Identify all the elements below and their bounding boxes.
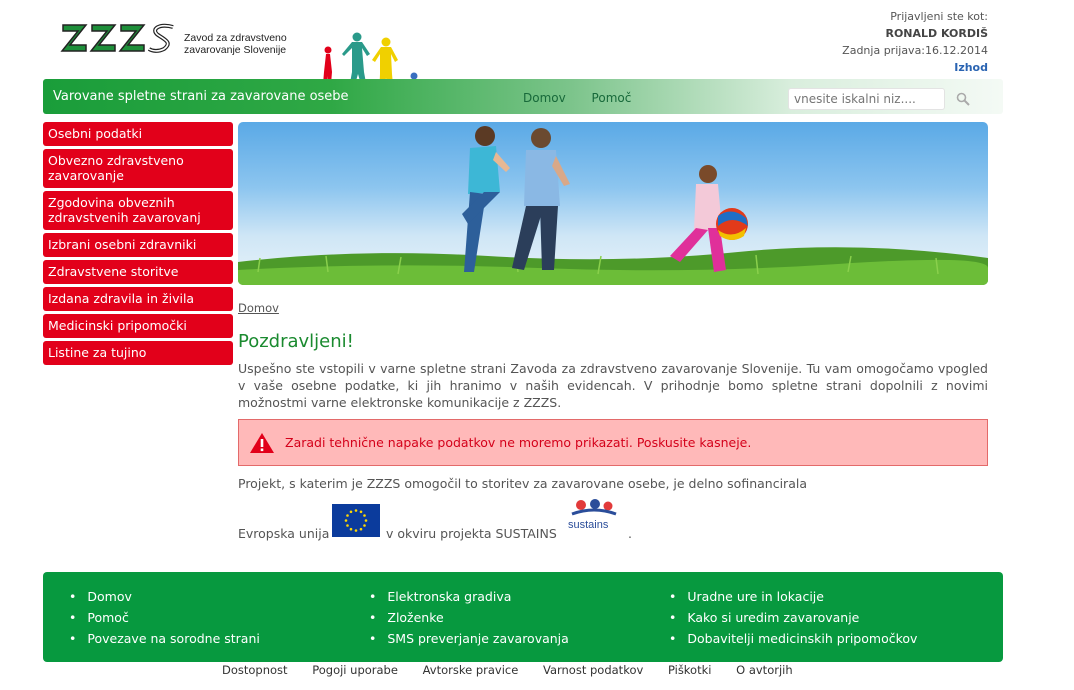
end-dot: .: [628, 526, 632, 541]
bottom-link-data-security[interactable]: Varnost podatkov: [542, 663, 644, 677]
sidebar-item-insurance-history[interactable]: Zgodovina obveznih zdravstvenih zavarovanj: [43, 191, 233, 230]
site-title: Varovane spletne strani za zavarovane osebe: [53, 89, 349, 104]
bottom-links: [222, 663, 814, 677]
eu-funding-line: [238, 498, 658, 543]
sidebar-item-mandatory-insurance[interactable]: Obvezno zdravstveno zavarovanje: [43, 149, 233, 188]
sustains-project-label: v okviru projekta SUSTAINS: [386, 526, 557, 541]
project-text: Projekt, s katerim je ZZZS omogočil to storitev za zavarovane osebe, je delno sofinancirala: [238, 476, 807, 491]
sidebar-item-foreign-documents[interactable]: Listine za tujino: [43, 341, 233, 365]
footer-column-1: [67, 586, 260, 649]
breadcrumb-home-link[interactable]: Domov: [238, 301, 279, 315]
footer-link-e-materials[interactable]: • Elektronska gradiva: [367, 586, 569, 607]
user-info: [842, 8, 988, 76]
sustains-logo-text: sustains: [568, 519, 609, 531]
footer-column-3: [667, 586, 917, 649]
eu-flag-icon: [332, 504, 380, 537]
user-name: RONALD KORDIŠ: [885, 27, 988, 40]
zzzs-logo[interactable]: [60, 18, 287, 56]
sidebar-item-personal-data[interactable]: Osebni podatki: [43, 122, 233, 146]
footer-links: [43, 572, 1003, 662]
logout-link[interactable]: Izhod: [954, 61, 988, 74]
page-title: Pozdravljeni!: [238, 331, 354, 352]
bottom-link-authors[interactable]: O avtorjih: [736, 663, 793, 677]
bottom-link-terms[interactable]: Pogoji uporabe: [312, 663, 398, 677]
footer-link-sms-check[interactable]: • SMS preverjanje zavarovanja: [367, 628, 569, 649]
sidebar-item-health-services[interactable]: Zdravstvene storitve: [43, 260, 233, 284]
search-input[interactable]: [788, 88, 945, 110]
top-nav: [523, 91, 653, 105]
hero-banner: [238, 122, 988, 285]
sidebar-item-medicines[interactable]: Izdana zdravila in živila: [43, 287, 233, 311]
zzzs-logo-icon: [60, 21, 178, 53]
bottom-link-copyright[interactable]: Avtorske pravice: [422, 663, 519, 677]
nav-home-link[interactable]: Domov: [523, 91, 566, 105]
footer-link-related[interactable]: • Povezave na sorodne strani: [67, 628, 260, 649]
logo-line-1: Zavod za zdravstveno: [184, 32, 287, 44]
sidebar-item-medical-devices[interactable]: Medicinski pripomočki: [43, 314, 233, 338]
footer-column-2: [367, 586, 569, 649]
footer-link-device-suppliers[interactable]: • Dobavitelji medicinskih pripomočkov: [667, 628, 917, 649]
footer-link-office-hours[interactable]: • Uradne ure in lokacije: [667, 586, 917, 607]
nav-help-link[interactable]: Pomoč: [591, 91, 632, 105]
sustains-logo-icon: [566, 498, 622, 534]
error-message: Zaradi tehnične napake podatkov ne moremo prikazati. Poskusite kasneje.: [285, 435, 752, 450]
search-icon[interactable]: [955, 91, 971, 107]
sidebar-menu: [43, 122, 233, 368]
footer-link-leaflets[interactable]: • Zloženke: [367, 607, 569, 628]
bottom-link-cookies[interactable]: Piškotki: [667, 663, 712, 677]
warning-icon: [249, 432, 275, 454]
top-navigation-bar: [43, 79, 1003, 114]
sidebar-item-personal-doctors[interactable]: Izbrani osebni zdravniki: [43, 233, 233, 257]
footer-link-home[interactable]: • Domov: [67, 586, 260, 607]
footer-link-help[interactable]: • Pomoč: [67, 607, 260, 628]
family-banner-image: [238, 122, 988, 285]
footer-link-how-to-insure[interactable]: • Kako si uredim zavarovanje: [667, 607, 917, 628]
bottom-link-accessibility[interactable]: Dostopnost: [222, 663, 288, 677]
logo-line-2: zavarovanje Slovenije: [184, 44, 287, 56]
logged-in-label: Prijavljeni ste kot:: [890, 10, 988, 23]
last-login: Zadnja prijava:16.12.2014: [842, 44, 988, 57]
error-message-box: [238, 419, 988, 466]
intro-text: Uspešno ste vstopili v varne spletne strani Zavoda za zdravstveno zavarovanje Slovenije. Tu vam omogočamo vpogled v vaše osebne podatke, ki jih hranimo v naših evidencah. V prihodnje bomo spletne strani dopolnili z novimi možnostmi varne elektronske komunikacije z ZZZS.: [238, 361, 988, 410]
eu-label: Evropska unija: [238, 526, 330, 541]
